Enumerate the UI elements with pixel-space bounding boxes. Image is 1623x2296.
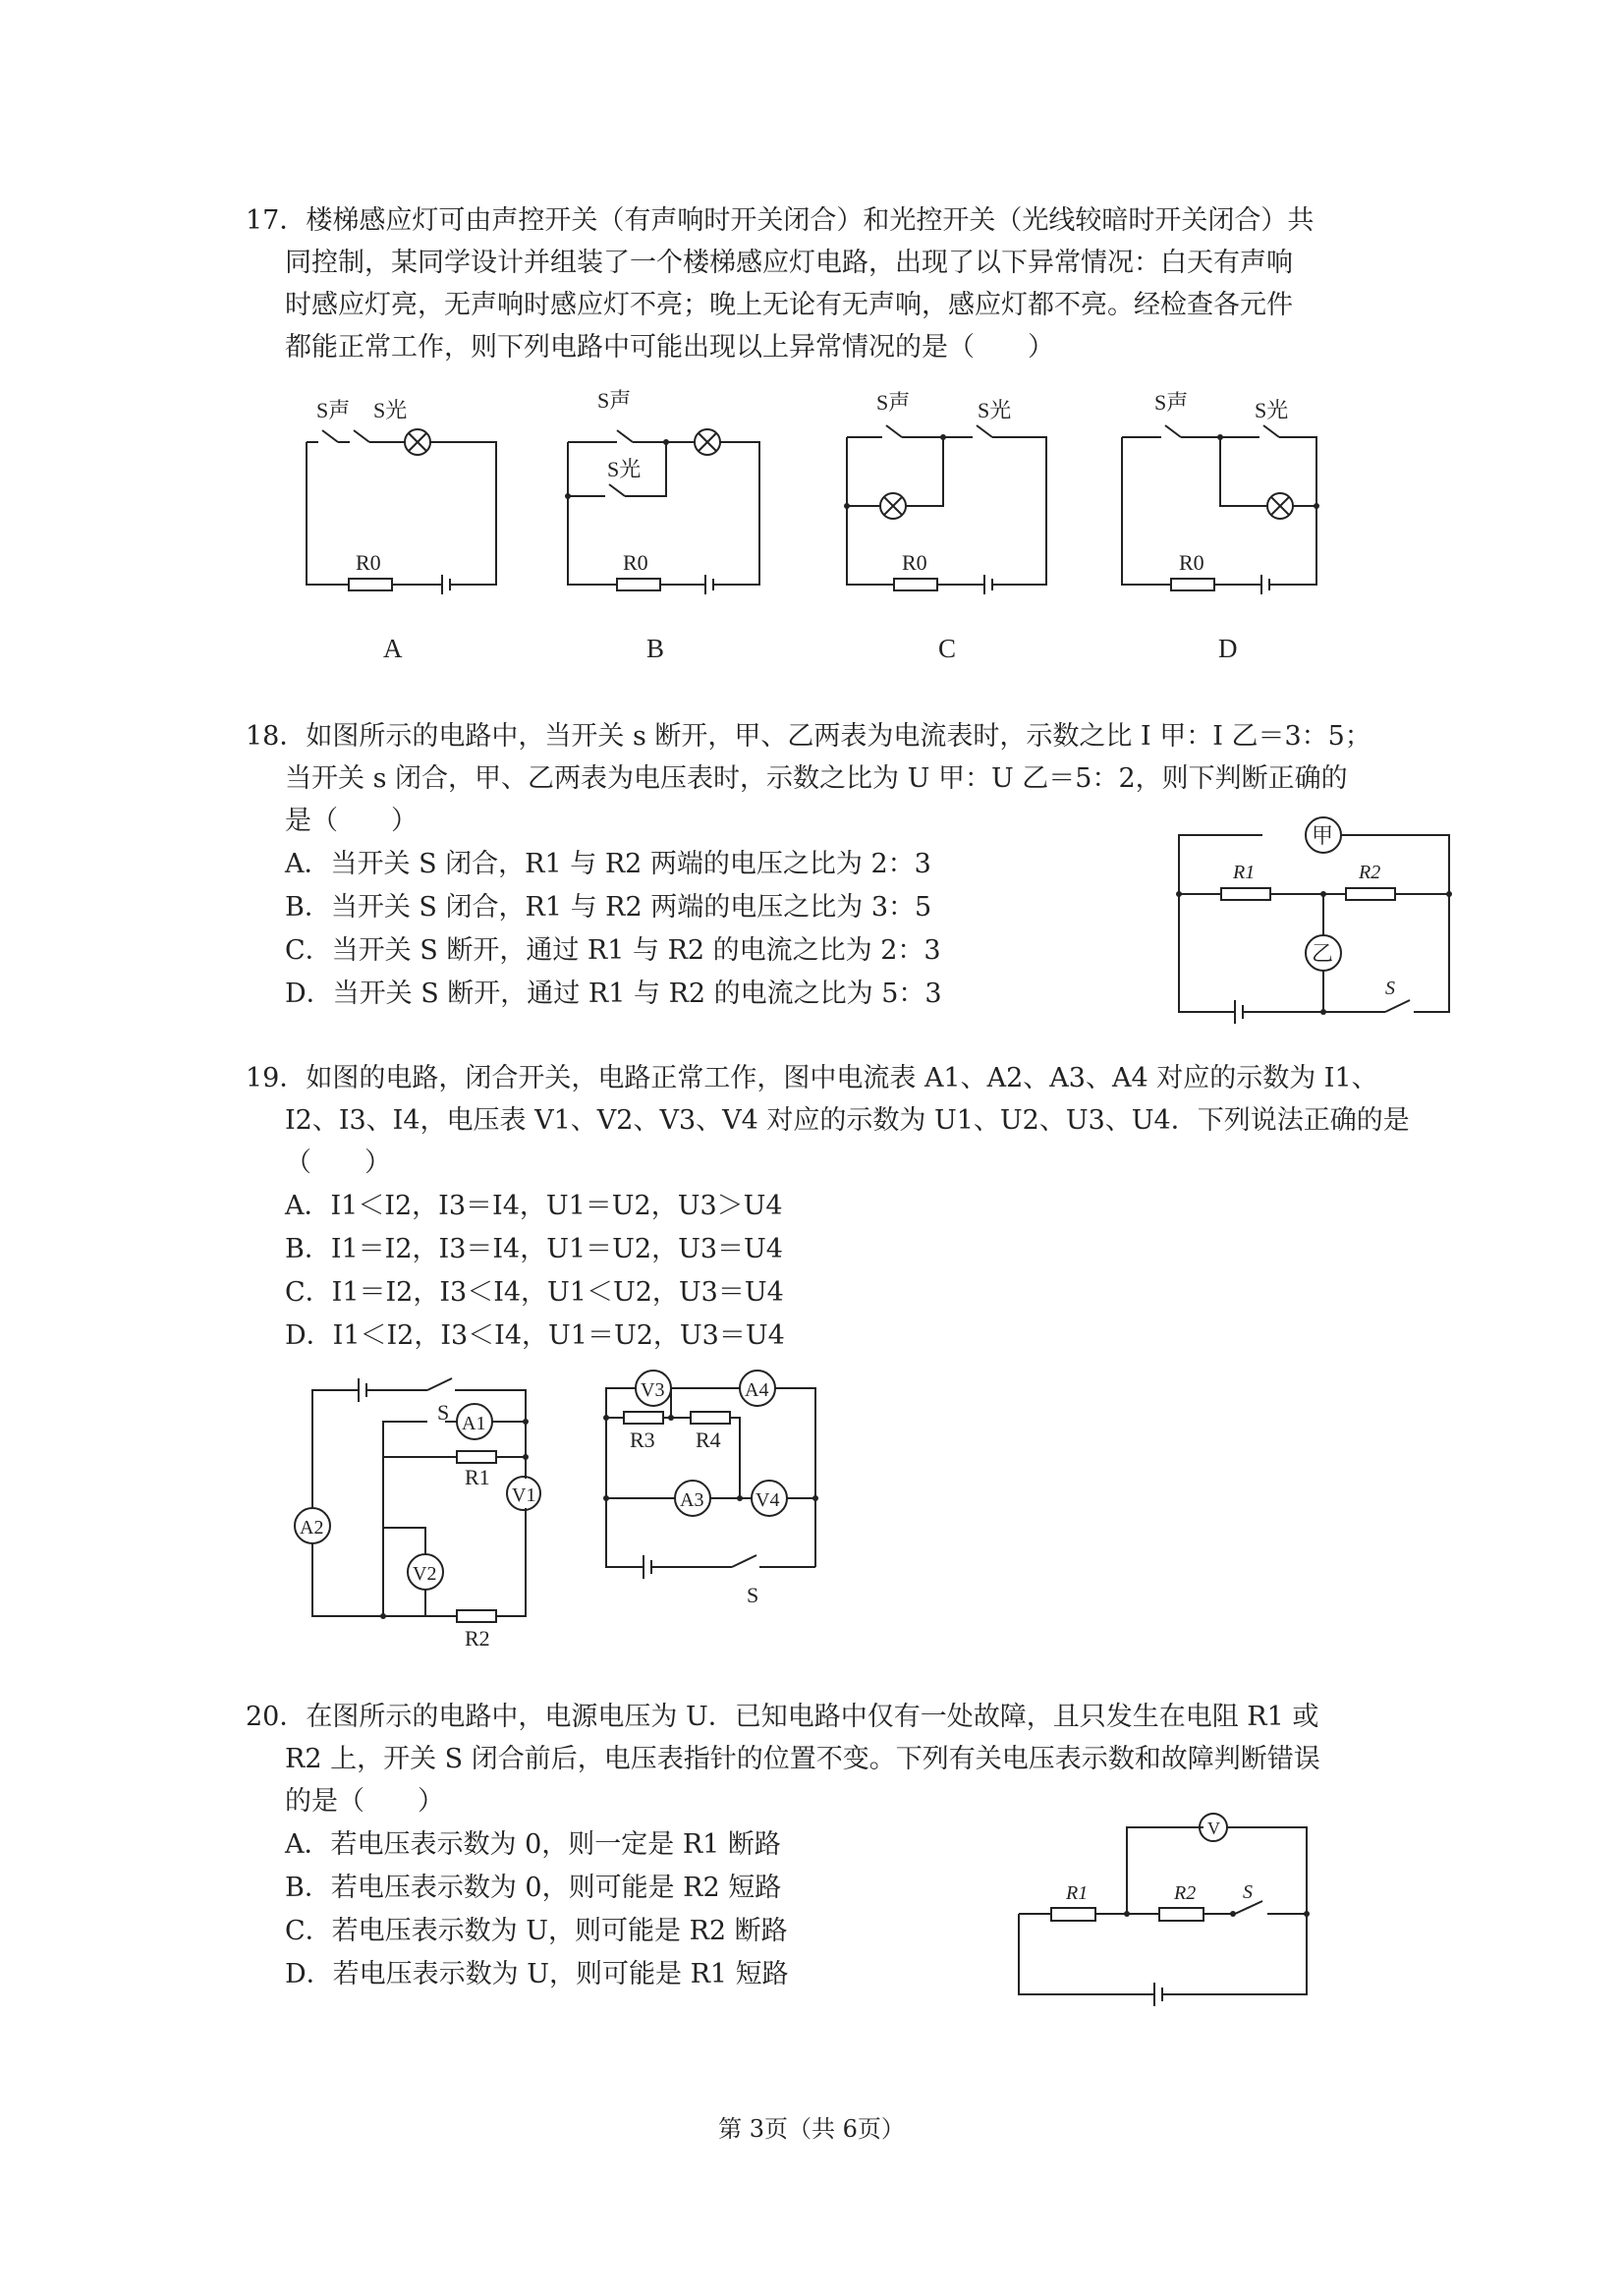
q19-line-3: （ ） [285, 1148, 391, 1178]
page-footer: 第 3页（共 6页） [718, 2115, 905, 2143]
q18-circuit [1174, 806, 1469, 1012]
q17-caption-d: D [1218, 634, 1238, 663]
q18-option-d: D．当开关 S 断开，通过 R1 与 R2 的电流之比为 5：3 [285, 979, 942, 1009]
q17c-r0-label: R0 [902, 550, 927, 575]
q20-r2-label: R2 [1174, 1882, 1197, 1904]
q17-caption-b: B [646, 634, 665, 663]
q18-r2-label: R2 [1359, 862, 1381, 883]
q17a-r0-label: R0 [356, 550, 381, 575]
q17b-s-sound-label: S声 [597, 388, 632, 413]
q20-option-a: A．若电压表示数为 0，则一定是 R1 断路 [285, 1829, 781, 1860]
q20-circuit [1017, 1808, 1321, 2004]
q20-s-label: S [1243, 1881, 1253, 1903]
q19-r1-label: R1 [465, 1465, 490, 1489]
q19-option-d: D．I1＜I2，I3＜I4，U1＝U2，U3＝U4 [285, 1320, 785, 1351]
q20-option-c: C．若电压表示数为 U，则可能是 R2 断路 [285, 1916, 788, 1946]
q18-s-label: S [1385, 978, 1395, 999]
q18-r1-label: R1 [1233, 862, 1256, 883]
q19-a1-label: A1 [462, 1413, 486, 1434]
q19-r4-label: R4 [696, 1428, 721, 1452]
q17-circuit-d [1110, 388, 1336, 604]
q19-a4-label: A4 [745, 1379, 769, 1401]
q18-option-b: B．当开关 S 闭合，R1 与 R2 两端的电压之比为 3：5 [285, 892, 932, 923]
q20-line-2: R2 上，开关 S 闭合前后，电压表指针的位置不变。下列有关电压表示数和故障判断错误 [285, 1744, 1320, 1774]
q19-v2-label: V2 [413, 1563, 437, 1585]
q17-circuit-b [558, 388, 774, 604]
q19-r3-label: R3 [630, 1428, 655, 1452]
q20-r1-label: R1 [1066, 1882, 1089, 1904]
q19-v4-label: V4 [756, 1489, 780, 1511]
q19-s2-label: S [747, 1583, 759, 1607]
q19-circuit-left [290, 1371, 555, 1655]
q19-s1-label: S [437, 1400, 450, 1425]
q17-line-3: 时感应灯亮，无声响时感应灯不亮；晚上无论有无声响，感应灯都不亮。经检查各元件 [285, 290, 1293, 320]
q17-line-4: 都能正常工作，则下列电路中可能出现以上异常情况的是（ ） [285, 332, 1054, 363]
q17-caption-c: C [938, 634, 957, 663]
q17c-s-sound-label: S声 [876, 390, 911, 415]
q20-line-1: 20．在图所示的电路中，电源电压为 U．已知电路中仅有一处故障，且只发生在电阻 R1 或 [246, 1702, 1319, 1732]
q18-line-3: 是（ ） [285, 806, 418, 836]
q19-option-a: A．I1＜I2，I3＝I4，U1＝U2，U3＞U4 [285, 1191, 783, 1221]
q18-option-c: C．当开关 S 断开，通过 R1 与 R2 的电流之比为 2：3 [285, 935, 941, 966]
q19-r2-label: R2 [465, 1626, 490, 1651]
q20-option-d: D．若电压表示数为 U，则可能是 R1 短路 [285, 1959, 789, 1989]
q19-circuit-right [594, 1371, 830, 1655]
q17-line-2: 同控制，某同学设计并组装了一个楼梯感应灯电路，出现了以下异常情况：白天有声响 [285, 248, 1293, 278]
q19-a2-label: A2 [300, 1517, 324, 1539]
q19-line-1: 19．如图的电路，闭合开关，电路正常工作，图中电流表 A1、A2、A3、A4 对应的示数为 I1、 [246, 1063, 1378, 1093]
q18-line-1: 18．如图所示的电路中，当开关 s 断开，甲、乙两表为电流表时，示数之比 I 甲：I 乙＝3：5； [246, 721, 1371, 752]
q18-line-2: 当开关 s 闭合，甲、乙两表为电压表时，示数之比为 U 甲：U 乙＝5：2，则下判断正确的 [285, 763, 1348, 794]
q19-option-c: C．I1＝I2，I3＜I4，U1＜U2，U3＝U4 [285, 1277, 784, 1308]
q17-circuit-a [295, 388, 511, 604]
q20-option-b: B．若电压表示数为 0，则可能是 R2 短路 [285, 1873, 782, 1903]
q17d-s-light-label: S光 [1255, 398, 1289, 422]
q17d-r0-label: R0 [1179, 550, 1204, 575]
q17c-s-light-label: S光 [978, 398, 1012, 422]
q18-option-a: A．当开关 S 闭合，R1 与 R2 两端的电压之比为 2：3 [285, 849, 931, 879]
q17d-s-sound-label: S声 [1154, 390, 1189, 415]
q17a-s-light-label: S光 [373, 398, 408, 422]
q17b-r0-label: R0 [623, 550, 648, 575]
q20-line-3: 的是（ ） [285, 1786, 444, 1817]
q19-line-2: I2、I3、I4，电压表 V1、V2、V3、V4 对应的示数为 U1、U2、U3、U4．下列说法正确的是 [285, 1105, 1410, 1136]
q17-caption-a: A [383, 634, 403, 663]
q20-v-label: V [1207, 1819, 1220, 1838]
q18-meter-a-label: 甲 [1312, 823, 1334, 848]
q19-option-b: B．I1＝I2，I3＝I4，U1＝U2，U3＝U4 [285, 1234, 783, 1264]
q19-v1-label: V1 [512, 1484, 536, 1506]
q17a-s-sound-label: S声 [316, 398, 351, 422]
q17-circuit-c [835, 388, 1061, 604]
q19-a3-label: A3 [680, 1489, 704, 1511]
q18-meter-b-label: 乙 [1312, 941, 1334, 966]
q17-line-1: 17．楼梯感应灯可由声控开关（有声响时开关闭合）和光控开关（光线较暗时开关闭合）共 [246, 205, 1315, 236]
q19-v3-label: V3 [641, 1379, 665, 1401]
q17b-s-light-label: S光 [607, 457, 642, 481]
